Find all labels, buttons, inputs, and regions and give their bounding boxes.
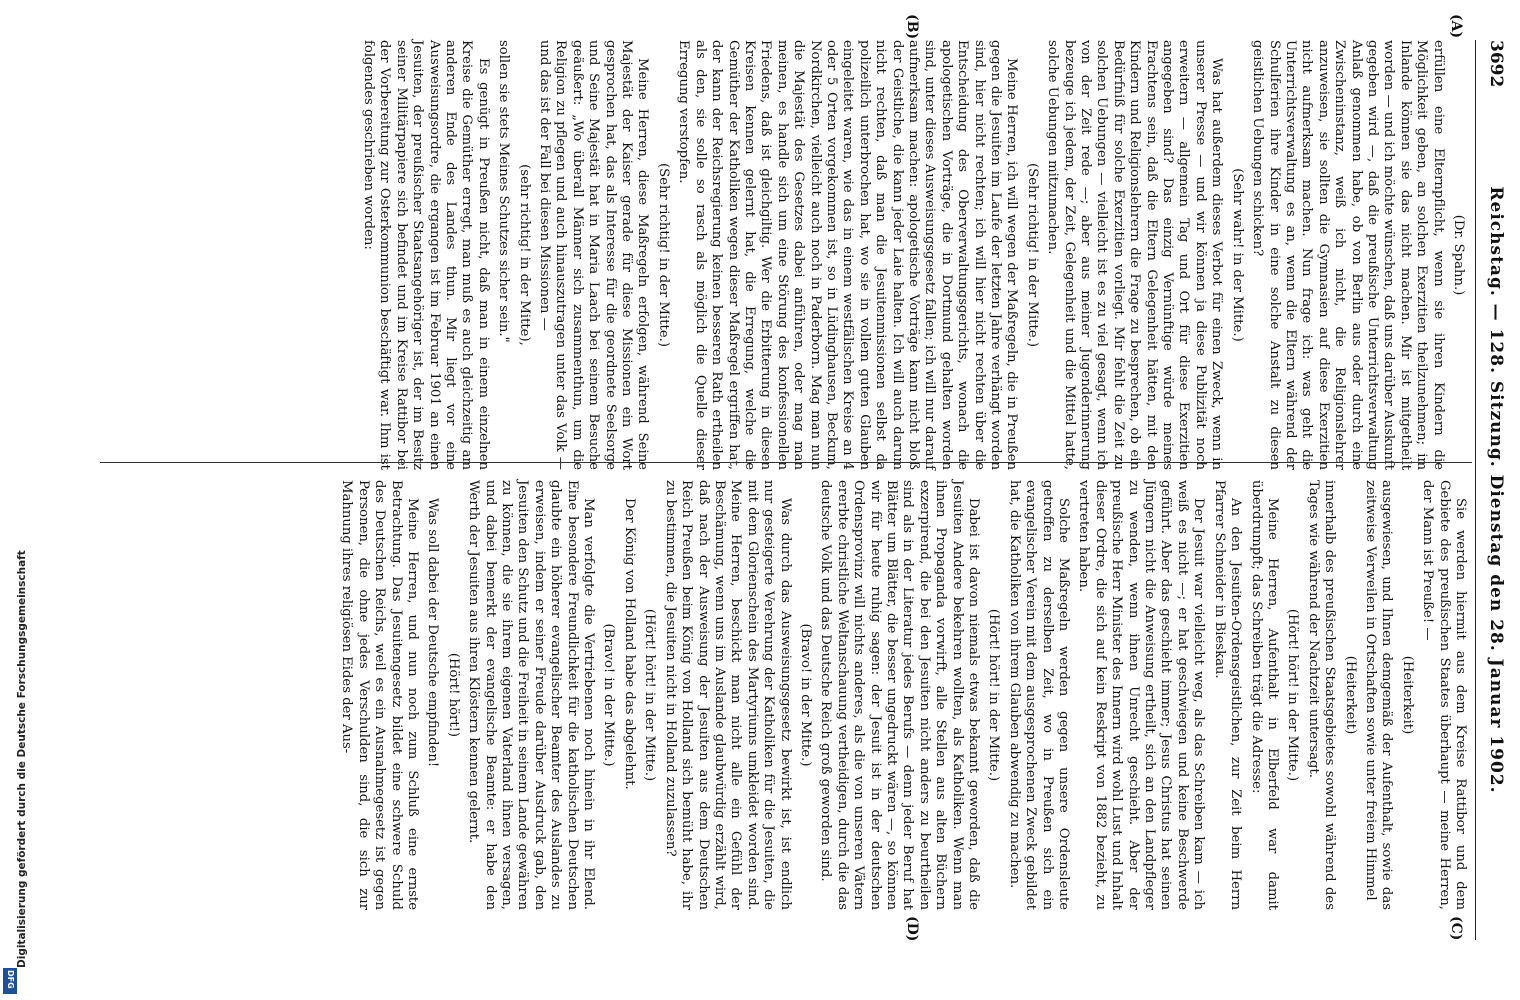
paragraph: erfüllen eine Elternpflicht, wenn sie ihren Kindern die Möglichkeit geben, an solchen Exerzitien theilzunehmen; im Inlande können sie das nicht machen. Mir ist mitgetheilt worden — und ich möchte wünschen, daß uns darüber Auskunft gegeben wird —, daß die preußische Unterrichtsverwaltung Anlaß genommen habe, ob von Berlin aus oder durch eine Zwischeninstanz, weiß ich nicht, die Religionslehrer anzuweisen, sie sollten die Gymnasien auf diese Exerzitien nicht aufmerksam machen. Nun frage ich: was geht die Unterrichtsverwaltung es an, wenn die Eltern während der Schulferien ihre Kinder in eine solche Anstalt zu diesen geistlichen Uebungen schicken?	[1250, 40, 1446, 471]
interjection: (Bravo! in der Mitte.)	[797, 623, 813, 767]
quote-paragraph: ausgewiesen, und Ihnen demgemäß der Aufenthalt, sowie das zeitweise Verweilen in Ortschaften sowie unter freiem Himmel	[1362, 480, 1395, 910]
paragraph: Dabei ist davon niemals etwas bekannt geworden, daß die Jesuiten Andere bekehren wollten, als Katholiken. Wenn man ihnen Propaganda vorwirft, alle Stellen aus alten Büchern exzerpirend, die bei den Jesuiten nicht anders zu beurtheilen sind als in der Literatur jedes Berufs — denn jeder Beruf hat Blätter um Blätter, die besser ungedruckt wären —, so können wir für heute ruhig sagen: der Jesuit ist in der deutschen Ordensprovinz will nichts anderes, als die von unseren Vätern ererbte christliche Weltanschauung vertheidigen, durch die das deutsche Volk und das Deutsche Reich groß geworden sind.	[818, 480, 982, 910]
paragraph: An den Jesuiten-Ordensgeistlichen, zur Zeit beim Herrn Pfarrer Schneider in Bieskau.	[1211, 480, 1244, 910]
speaker-label: (Dr. Spahn.)	[1451, 214, 1466, 296]
quote-paragraph: Sie werden hiermit aus dem Kreise Rattibor und dem Gebiete des preußischen Staates überhaupt — meine Herren, der Mann ist Preuße! —	[1420, 480, 1468, 910]
interjection: (Bravo! in der Mitte.)	[601, 623, 617, 767]
margin-mark-d: (D)	[904, 916, 920, 942]
margin-mark-a: (A)	[1448, 14, 1464, 39]
paragraph: Was soll dabei der Deutsche empfinden!	[425, 498, 441, 768]
dfg-logo-text: DFG	[6, 970, 15, 989]
paragraph: Man verfolgte die Vertriebenen noch hinein in ihr Elend. Eine besondere Freundlichkeit für die katholischen Deutschen glaubte ein höherer evangelischer Beamter des Auslandes zu erweisen, indem er seiner Freude darüber Ausdruck gab, den Jesuiten den Schutz und die Freiheit in seinem Lande gewähren zu können, die sie ihrem eigenen Vaterland ihnen versagen, und dabei bemerkt der evangelische Beamte: er habe den Werth der Jesuiten aus ihren Klöstern kennen gelernt.	[466, 480, 597, 910]
quote-paragraph: innerhalb des preußischen Staatsgebietes sowohl während des Tages wie während der Nachtzeit untersagt.	[1305, 480, 1338, 910]
dfg-logo	[3, 968, 17, 994]
digitization-credit	[2, 20, 28, 980]
paragraph: Was hat außerdem dieses Verbot für einen Zweck, wenn in unserer Presse — und wir können ja diese Publizität noch erweitern — allgemein Tag und Ort für diese Exerzitien angegeben sind? Das einzig Vernünftige würde meines Erachtens sein, daß die Eltern Gelegenheit hätten, mit den Kindern und Religionslehrern die Frage zu besprechen, ob ein Bedürfniß für solche Exerzitien vorliegt. Mir fehlt die Zeit zu solchen Uebungen — vielleicht ist es zu viel gesagt, wenn ich von der Zeit rede —; aber aus meiner Jugenderinnerung bezeuge ich jedem, der Zeit, Gelegenheit und die Mittel hatte, solche Uebungen mitzumachen.	[1045, 40, 1225, 470]
paragraph: Meine Herren, ich will wegen der Maßregeln, die in Preußen gegen die Jesuiten im Laufe der letzten Jahre verhängt worden sind, hier nicht rechten; ich will hier nicht rechten über die Entscheidung des Oberverwaltungsgerichts, wonach die apologetischen Vorträge, die in Dortmund gehalten worden sind, unter dieses Ausweisungsgesetz fallen; ich will nur darauf aufmerksam machen: apologetische Vorträge kann nicht bloß der Geistliche, die kann jeder Laie halten. Ich will auch darum nicht rechten, daß man die Jesuitenmissionen selbst da polizeilich unterbrochen hat, wo sie in vollem guten Glauben eingeleitet waren, wie das in einem westfälischen Kreise an 4 oder 5 Orten vorgekommen ist, so in Lüdinghausen, Beckum, Nordkirchen, vielleicht auch noch in Paderborn. Mag man nun die Majestät des Gesetzes dabei anführen, oder mag man meinen, es handle sich um eine Störung des konfessionellen Friedens, daß ist gleichgiltig. Wer die Erbitterung in diesen Kreisen kennen gelernt hat, die Erregung, welche die Gemüther der Katholiken wegen dieser Maßregel ergriffen hat, der kann der Reichsregierung keinen besseren Rath ertheilen als den, sie solle so rasch als möglich die Quelle dieser Erregung verstopfen.	[676, 40, 1020, 470]
left-text-column	[356, 40, 1468, 470]
interjection: (Sehr richtig! in der Mitte.)	[655, 163, 671, 347]
interjection: (Heiterkeit)	[1342, 655, 1358, 735]
paragraph: Meine Herren, Aufenthalt in Elberfeld war damit überdrumpft; das Schreiben trägt die Adresse:	[1248, 480, 1280, 910]
rotated-page-content	[80, 0, 1520, 1000]
paragraph: Meine Herren, diese Maßregeln erfolgen, während Seine Majestät der Kaiser gerade für diese Missionen ein Wort gesprochen hat, das als Interesse für die geordnete Seelsorge und Seine Majestät hat in Maria Laach bei seinem Besuche geäußert: „Wo überall Männer sich zusammenthun, um die Religion zu pflegen und auch hinauszutragen unter das Volk — und das ist der Fall bei diesen Missionen —	[537, 40, 651, 470]
column-divider	[100, 462, 1472, 463]
interjection: (Sehr richtig! in der Mitte.)	[1024, 163, 1040, 347]
interjection: (Heiterkeit)	[1399, 655, 1415, 735]
interjection: (Hört! hört! in der Mitte.)	[986, 608, 1002, 782]
paragraph: Der König von Holland habe das abgelehnt.	[621, 498, 637, 790]
paragraph: Meine Herren, und nun noch zum Schluß eine ernste Betrachtung. Das Jesuitengesetz bildet eine schwere Schuld des Deutschen Reichs, weil es ein Ausnahmegesetz ist gegen Personen, die ohne jedes Verschulden sind, die sich zur Mahnung ihres religiösen Eides der Aus-	[339, 480, 421, 910]
margin-mark-b: (B)	[904, 14, 920, 40]
page-title: Reichstag. — 128. Sitzung. Dienstag den 28. Januar 1902.	[1486, 186, 1506, 794]
paragraph: Was durch das Ausweisungsgesetz bewirkt ist, ist endlich nur gesteigerte Verehrung der Katholiken für die Jesuiten, die mit dem Glorienschein des Martyriums umkleidet worden sind. Meine Herren, beschickt man nicht alle ein Gefühl der Beschämung, wenn uns im Auslande glaubwürdig erzählt wird, daß nach der Ausweisung der Jesuiten aus dem Deutschen Reich Preußen beim König von Holland sich bemüht habe, ihr zu bestimmen, die Jesuiten nicht in Holland zuzulassen?	[662, 480, 793, 910]
page-number: 3692	[1486, 40, 1506, 88]
paragraph: sollen sie stets Meines Schutzes sicher sein."	[496, 40, 512, 343]
paragraph: Solche Maßregeln werden gegen unsere Ordensleute getroffen zu derselben Zeit, wo in Preußen sich ein evangelischer Verein mit dem ausgesprochenen Zweck gebildet hat, die Katholiken von ihrem Glauben abwendig zu machen.	[1006, 480, 1072, 910]
interjection: (sehr richtig! in der Mitte),	[516, 164, 532, 346]
interjection: (Hört! hört! in der Mitte.)	[642, 608, 658, 782]
page-header	[1475, 40, 1510, 940]
interjection: (Sehr wahr! in der Mitte.)	[1229, 168, 1245, 342]
paragraph: Der Jesuit war vielleicht weg, als das Schreiben kam — ich weiß es nicht —; er hat geschwiegen und keine Beschwerde geführt. Aber das geschieht immer; Jesus Christus hat seinen Jüngern nicht die Anweisung ertheilt, sich an den Landpfleger zu wenden, wenn ihnen Unrecht geschieht. Aber der preußische Herr Minister des Innern wird wohl Lust und Inhalt dieser Ordre, die sich auf kein Reskript von 1882 bezieht, zu vertreten haben.	[1076, 480, 1207, 910]
margin-mark-c: (C)	[1448, 916, 1464, 941]
digitization-credit-text: Digitalisierung gefördert durch die Deutsche Forschungsgemeinschaft	[16, 550, 28, 968]
interjection: (Hört! hört!)	[445, 652, 461, 738]
paragraph: Es genügt in Preußen nicht, daß man in einem einzelnen Kreise die Gemüther erregt, man muß es auch gleichzeitig am anderen Ende des Landes thun. Mir liegt vor eine Ausweisungsordre, die ergangen ist im Februar 1901 an einen Jesuiten, der preußischer Staatsangehöriger ist, der im Besitz seiner Militärpapiere sich befindet und im Kreise Rattibor bei der Vorbereitung zur Osterkommunion beschäftigt war. Ihm ist folgendes geschrieben worden:	[361, 40, 491, 470]
interjection: (Hört! hört! in der Mitte.)	[1285, 608, 1301, 782]
right-text-column	[334, 480, 1468, 910]
